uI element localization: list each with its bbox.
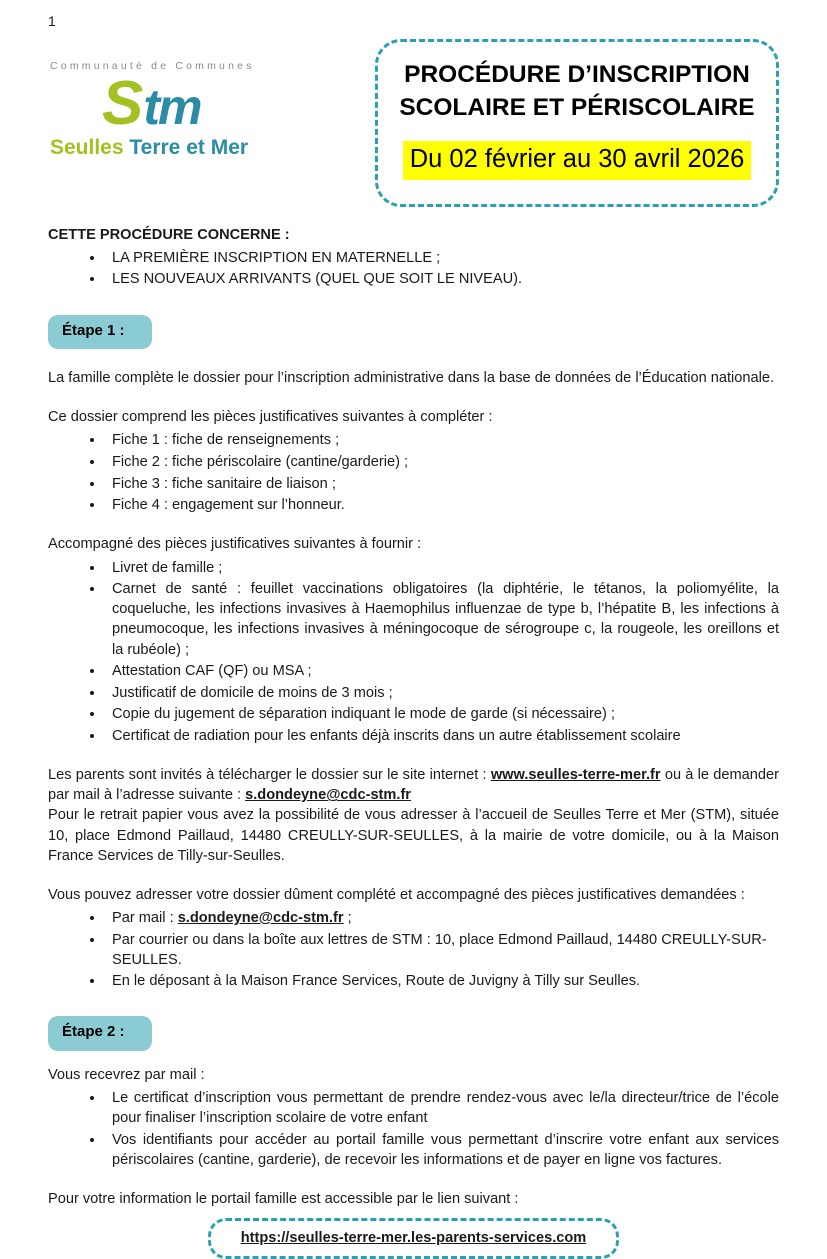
list-item: • Le certificat d’inscription vous permettant de prendre rendez-vous avec le/la directeur/trice de l’école pour finaliser l’inscription scolaire de votre enfant — [105, 1088, 779, 1128]
logo-tagline: Communauté de Communes — [50, 60, 255, 73]
pieces-list — [48, 558, 779, 747]
list-item: • LES NOUVEAUX ARRIVANTS (QUEL QUE SOIT LE NIVEAU). — [105, 269, 779, 289]
portal-link[interactable]: https://seulles-terre-mer.les-parents-services.com — [240, 1230, 587, 1247]
list-item: • Fiche 1 : fiche de renseignements ; — [105, 430, 779, 450]
paragraph-retrait: Pour le retrait papier vous avez la possibilité de vous adresser à l’accueil de Seulles Terre et Mer (STM), située 10, place Edmond Paillaud, 14480 CREULLY-SUR-SEULLES, à la mairie de votre domicile, ou à la Maison France Services de Tilly-sur-Seulles. — [48, 807, 779, 864]
list-item: • Fiche 2 : fiche périscolaire (cantine/garderie) ; — [105, 452, 779, 472]
concerne-list — [48, 248, 779, 290]
envoi-list — [48, 908, 779, 992]
send-email-link[interactable]: s.dondeyne@cdc-stm.fr — [177, 909, 344, 926]
paragraph-accompagne: Accompagné des pièces justificatives suivantes à fournir : — [48, 536, 422, 553]
portal-link-box — [208, 1218, 620, 1258]
etape-1-badge: Étape 1 : — [48, 315, 152, 350]
send-mail-pre: Par mail : — [112, 909, 178, 926]
list-item: • Certificat de radiation pour les enfants déjà inscrits dans un autre établissement scolaire — [105, 726, 779, 746]
stm-logo-mark-icon — [102, 68, 280, 138]
download-text-mid: ou à le demander par mail à l’adresse suivante : — [48, 767, 779, 804]
email-link[interactable]: s.dondeyne@cdc-stm.fr — [245, 787, 411, 804]
logo-name — [50, 134, 280, 163]
logo-mark-s: S — [102, 68, 144, 138]
paragraph-portail: Pour votre information le portail famille est accessible par le lien suivant : — [48, 1191, 519, 1208]
paragraph-adresser: Vous pouvez adresser votre dossier dûment complété et accompagné des pièces justificatives demandées : — [48, 886, 745, 903]
paragraph-telecharger — [48, 765, 779, 805]
list-item: • Livret de famille ; — [105, 558, 779, 578]
list-item: • Justificatif de domicile de moins de 3 mois ; — [105, 683, 779, 703]
logo-name-terre-et-mer: Terre et Mer — [123, 135, 249, 159]
list-item: • Attestation CAF (QF) ou MSA ; — [105, 661, 779, 681]
concerne-heading: CETTE PROCÉDURE CONCERNE : — [48, 226, 290, 243]
etape-1-row — [48, 315, 779, 350]
list-item: • Copie du jugement de séparation indiquant le mode de garde (si nécessaire) ; — [105, 704, 779, 724]
list-item: • Fiche 4 : engagement sur l’honneur. — [105, 495, 779, 515]
stm-logo — [50, 59, 280, 162]
list-item: • Carnet de santé : feuillet vaccinations obligatoires (la diphtérie, le tétanos, la poliomyélite, la coqueluche, les infections invasives à Haemophilus influenzae de type b, l’hépatite B, les infections à pneumocoque, les infections invasives à méningocoque de sérogroupe c, la rougeole, les oreillons et la rubéole) ; — [105, 579, 779, 660]
title-line-2: SCOLAIRE ET PÉRISCOLAIRE — [399, 93, 755, 121]
title-box — [375, 39, 779, 206]
fiches-list — [48, 430, 779, 515]
website-link[interactable]: www.seulles-terre-mer.fr — [490, 767, 661, 784]
portal-box-wrap — [48, 1218, 779, 1258]
paragraph-recevrez: Vous recevrez par mail : — [48, 1067, 205, 1084]
download-block — [48, 765, 779, 866]
list-item: • LA PREMIÈRE INSCRIPTION EN MATERNELLE ; — [105, 248, 779, 268]
page-number: 1 — [48, 13, 56, 29]
etape-2-row — [48, 1016, 779, 1051]
list-item: • Par courrier ou dans la boîte aux lettres de STM : 10, place Edmond Paillaud, 14480 CREULLY-SUR-SEULLES. — [105, 930, 779, 970]
logo-name-seulles: Seulles — [50, 135, 124, 159]
recevrez-list — [48, 1088, 779, 1170]
date-range-highlight: Du 02 février au 30 avril 2026 — [403, 141, 752, 179]
title-line-1: PROCÉDURE D’INSCRIPTION — [404, 61, 750, 89]
list-item: • En le déposant à la Maison France Services, Route de Juvigny à Tilly sur Seulles. — [105, 971, 779, 991]
document-title — [386, 59, 768, 124]
paragraph-famille: La famille complète le dossier pour l’inscription administrative dans la base de données de l’Éducation nationale. — [48, 370, 775, 387]
logo-mark-tm: tm — [143, 78, 201, 135]
paragraph-dossier: Ce dossier comprend les pièces justificatives suivantes à compléter : — [48, 409, 493, 426]
document-header — [48, 39, 779, 206]
etape-2-badge: Étape 2 : — [48, 1016, 152, 1051]
list-item: • Vos identifiants pour accéder au portail famille vous permettant d’inscrire votre enfant aux services périscolaires (cantine, garderie), de recevoir les informations et de payer en ligne vos factures. — [105, 1130, 779, 1170]
list-item — [105, 908, 779, 928]
list-item: • Fiche 3 : fiche sanitaire de liaison ; — [105, 474, 779, 494]
download-text-pre: Les parents sont invités à télécharger le dossier sur le site internet : — [48, 767, 491, 784]
date-wrap — [386, 141, 768, 179]
send-mail-post: ; — [343, 909, 352, 926]
